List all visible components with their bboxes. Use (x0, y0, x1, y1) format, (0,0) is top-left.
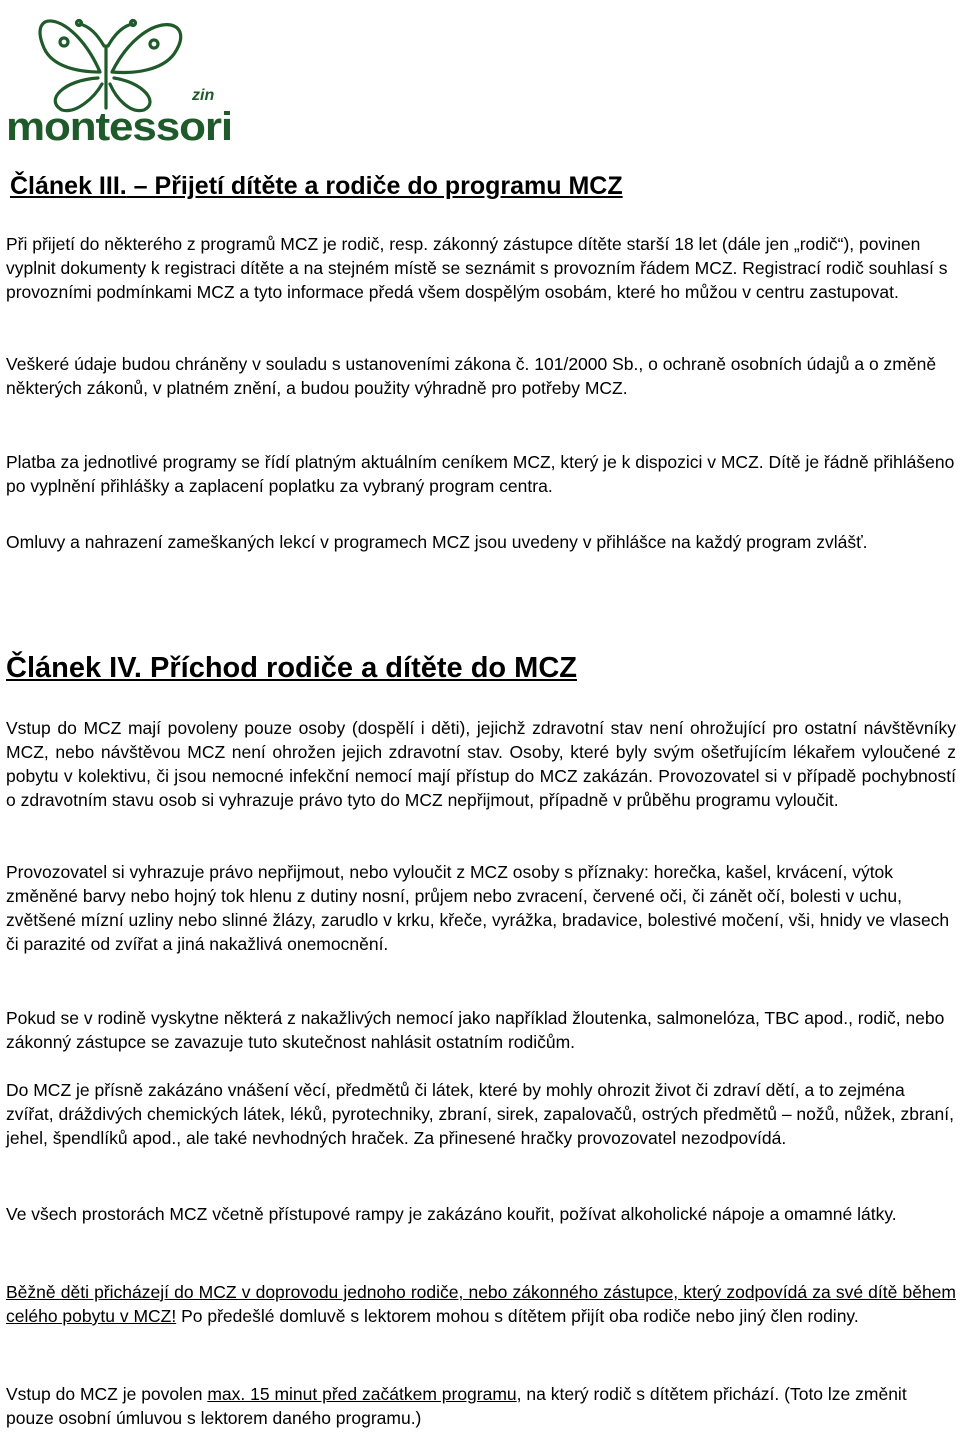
montessori-logo (4, 2, 236, 150)
article-4-title: Příchod rodiče a dítěte do MCZ (150, 652, 578, 684)
article-3-paragraph-4: Omluvy a nahrazení zameškaných lekcí v programech MCZ jsou uvedeny v přihlášce na každý program zvlášť. (6, 532, 868, 552)
arrival-time-limit: max. 15 minut před začátkem programu (207, 1384, 517, 1404)
article-4-paragraph-7: Vstup do MCZ je povolen max. 15 minut před začátkem programu, na který rodič s dítětem přichází. (Toto lze změnit pouze osobní úmluvou s lektorem daného programu.) (6, 1384, 907, 1428)
article-4-paragraph-2: Provozovatel si vyhrazuje právo nepřijmout, nebo vyloučit z MCZ osoby s příznaky: horečka, kašel, krvácení, výtok změněné barvy nebo hojný tok hlenu z dutiny nosní, průjem nebo zvracení, červené oči, či zánět očí, bolesti v uchu, zvětšené mízní uzliny nebo slinné žlázy, zarudlo v krku, křeče, vyrážka, bradavice, bolestivé močení, vši, hnidy ve vlasech či parazité od zvířat a jiná nakažlivá onemocnění. (6, 862, 950, 954)
article-4-paragraph-5: Ve všech prostorách MCZ včetně přístupové rampy je zakázáno kouřit, požívat alkoholické nápoje a omamné látky. (6, 1204, 897, 1224)
butterfly-right-wing (112, 25, 181, 73)
article-4-number: Článek IV. (6, 652, 142, 684)
article-3-number: Článek III. (10, 172, 127, 200)
logo-sub-text: zin (192, 87, 215, 104)
article-4-paragraph-4: Do MCZ je přísně zakázáno vnášení věcí, předmětů či látek, které by mohly ohrozit život či zdraví dětí, a to zejména zvířat, dráždivých chemických látek, léků, pyrotechniky, zbraní, sirek, zapalovačů, ostrých předmětů – nožů, nůžek, zbraní, jehel, špendlíků apod., ale také nevhodných hraček. Za přinesené hračky provozovatel nezodpovídá. (6, 1080, 955, 1148)
article-4-paragraph-3: Pokud se v rodině vyskytne některá z nakažlivých nemocí jako například žloutenka, salmonelóza, TBC apod., rodič, nebo zákonný zástupce se zavazuje tuto skutečnost nahlásit ostatním rodičům. (6, 1008, 945, 1052)
article-3-paragraph-1: Při přijetí do některého z programů MCZ je rodič, resp. zákonný zástupce dítěte starší 18 let (dále jen „rodič“), povinen vyplnit dokumenty k registraci dítěte a na stejném místě se seznámit s provozním řádem MCZ. Registrací rodič souhlasí s provozními podmínkami MCZ a tyto informace předá všem dospělým osobám, které ho můžou v centru zastupovat. (6, 234, 948, 302)
article-3-title: Přijetí dítěte a rodiče do programu MCZ (154, 172, 623, 200)
article-4-paragraph-6: Běžně děti přicházejí do MCZ v doprovodu jednoho rodiče, nebo zákonného zástupce, který zodpovídá za své dítě během celého pobytu v MCZ! Po předešlé domluvě s lektorem mohou s dítětem přijít oba rodiče nebo jiný člen rodiny. (6, 1282, 956, 1326)
article-3-paragraph-2: Veškeré údaje budou chráněny v souladu s ustanoveními zákona č. 101/2000 Sb., o ochraně osobních údajů a o změně některých zákonů, v platném znění, a budou použity výhradně pro potřeby MCZ. (6, 354, 937, 398)
logo-brand-text: montessori (6, 105, 232, 149)
article-3-heading: Článek III. – Přijetí dítěte a rodiče do programu MCZ (10, 172, 623, 200)
article-4-heading (6, 652, 577, 685)
article-4-paragraph-1: Vstup do MCZ mají povoleny pouze osoby (dospělí i děti), jejichž zdravotní stav není ohrožující pro ostatní návštěvníky MCZ, nebo návštěvou MCZ není ohrožen jejich zdravotní stav. Osoby, které byly svým ošetřujícím lékařem vyloučené z pobytu v kolektivu, či jsou nemocné infekční nemocí mají přístup do MCZ zakázán. Provozovatel si v případě pochybností o zdravotním stavu osob si vyhrazuje právo tyto do MCZ nepřijmout, případně v průběhu programu vyloučit. (6, 718, 956, 810)
article-3-paragraph-3: Platba za jednotlivé programy se řídí platným aktuálním ceníkem MCZ, který je k dispozici v MCZ. Dítě je řádně přihlášeno po vyplnění přihlášky a zaplacení poplatku za vybraný program centra. (6, 452, 955, 496)
escort-rule-text: Běžně děti přicházejí do MCZ v doprovodu jednoho rodiče, nebo zákonného zástupce, který zodpovídá za své dítě během celého pobytu v MCZ! (6, 1282, 956, 1326)
